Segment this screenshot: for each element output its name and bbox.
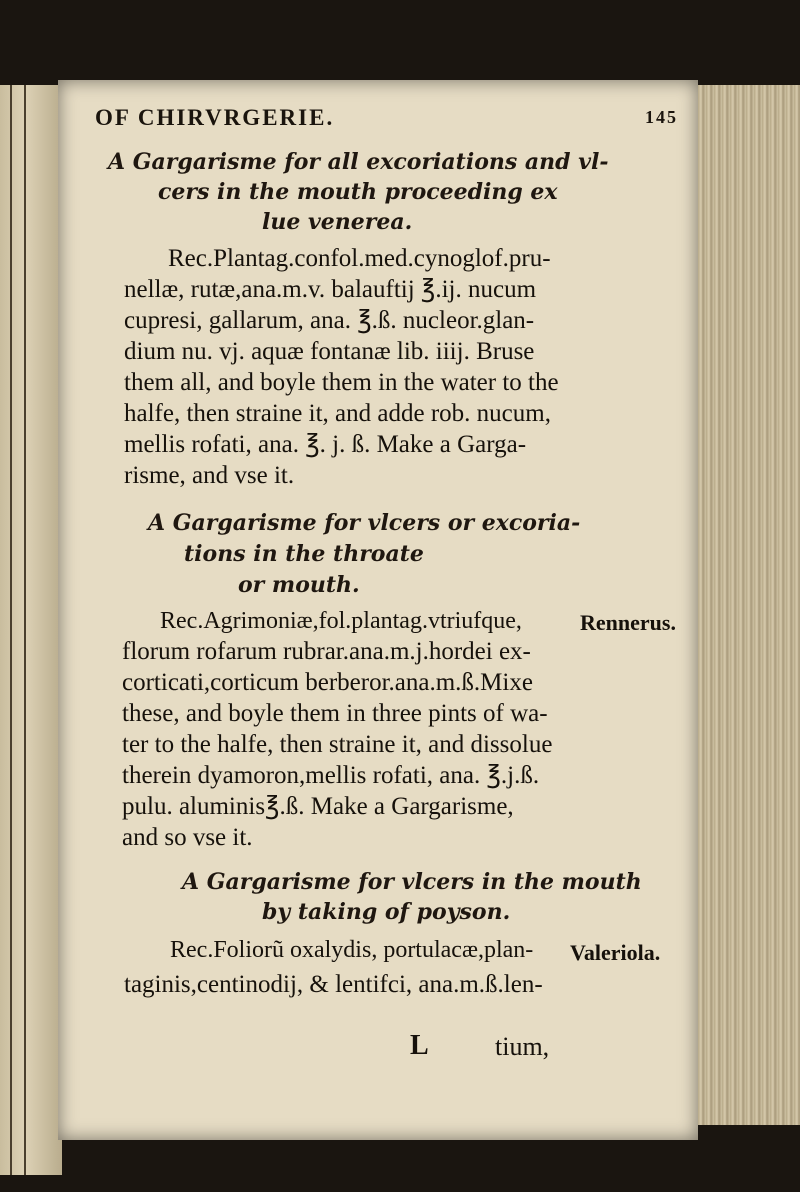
book-left-edge [0,85,62,1175]
section-2-line-4: these, and boyle them in three pints of wa- [122,700,548,727]
section-1-line-7: mellis rofati, ana. ℥. j. ß. Make a Garga- [124,431,527,458]
running-title: OF CHIRVRGERIE. [95,105,335,130]
section-1-line-1: Rec.Plantag.confol.med.cynoglof.pru- [168,245,551,272]
section-1-line-5: them all, and boyle them in the water to the [124,369,559,396]
section-2-margin-note: Rennerus. [580,610,676,635]
signature-mark: L [410,1030,429,1061]
section-2-heading-line-2: tions in the throate [184,541,424,567]
section-1-heading-line-2: cers in the mouth proceeding ex [158,179,558,205]
section-1-line-8: risme, and vse it. [124,462,295,489]
section-2-heading-line-3: or mouth. [238,572,360,598]
section-1-line-2: nellæ, rutæ,ana.m.v. balauftij ℥.ij. nucum [124,276,537,303]
page-header [95,105,705,131]
section-3-heading-line-2: by taking of poyson. [262,899,511,925]
page-number: 145 [645,107,678,127]
section-2-line-6: therein dyamoron,mellis rofati, ana. ℥.j.ß. [122,762,540,789]
section-1-line-3: cupresi, gallarum, ana. ℥.ß. nucleor.glan- [124,307,535,334]
section-2-line-1: Rec.Agrimoniæ,fol.plantag.vtriufque, [160,608,522,634]
section-1-heading-line-3: lue venerea. [262,209,413,235]
section-3-margin-note: Valeriola. [570,940,661,965]
section-3-heading-line-1: A Gargarisme for vlcers in the mouth [182,869,642,895]
section-2-line-8: and so vse it. [122,824,253,851]
section-2-line-3: corticati,corticum berberor.ana.m.ß.Mixe [122,669,533,696]
section-2-line-7: pulu. aluminis℥.ß. Make a Gargarisme, [122,793,514,820]
section-3-line-1: Rec.Foliorũ oxalydis, portulacæ,plan- [170,937,534,963]
section-1-line-4: dium nu. vj. aquæ fontanæ lib. iiij. Bruse [124,338,535,365]
catchword: tium, [495,1032,550,1061]
section-2-heading-line-1: A Gargarisme for vlcers or excoria- [148,510,581,536]
section-1-heading-line-1: A Gargarisme for all excoriations and vl- [108,149,609,175]
book-right-edge [690,85,800,1125]
section-3-line-2: taginis,centinodij, & lentifci, ana.m.ß.len- [124,971,543,998]
section-2-line-2: florum rofarum rubrar.ana.m.j.hordei ex- [122,638,531,665]
section-1-line-6: halfe, then straine it, and adde rob. nucum, [124,400,551,427]
section-2-line-5: ter to the halfe, then straine it, and dissolue [122,731,553,758]
